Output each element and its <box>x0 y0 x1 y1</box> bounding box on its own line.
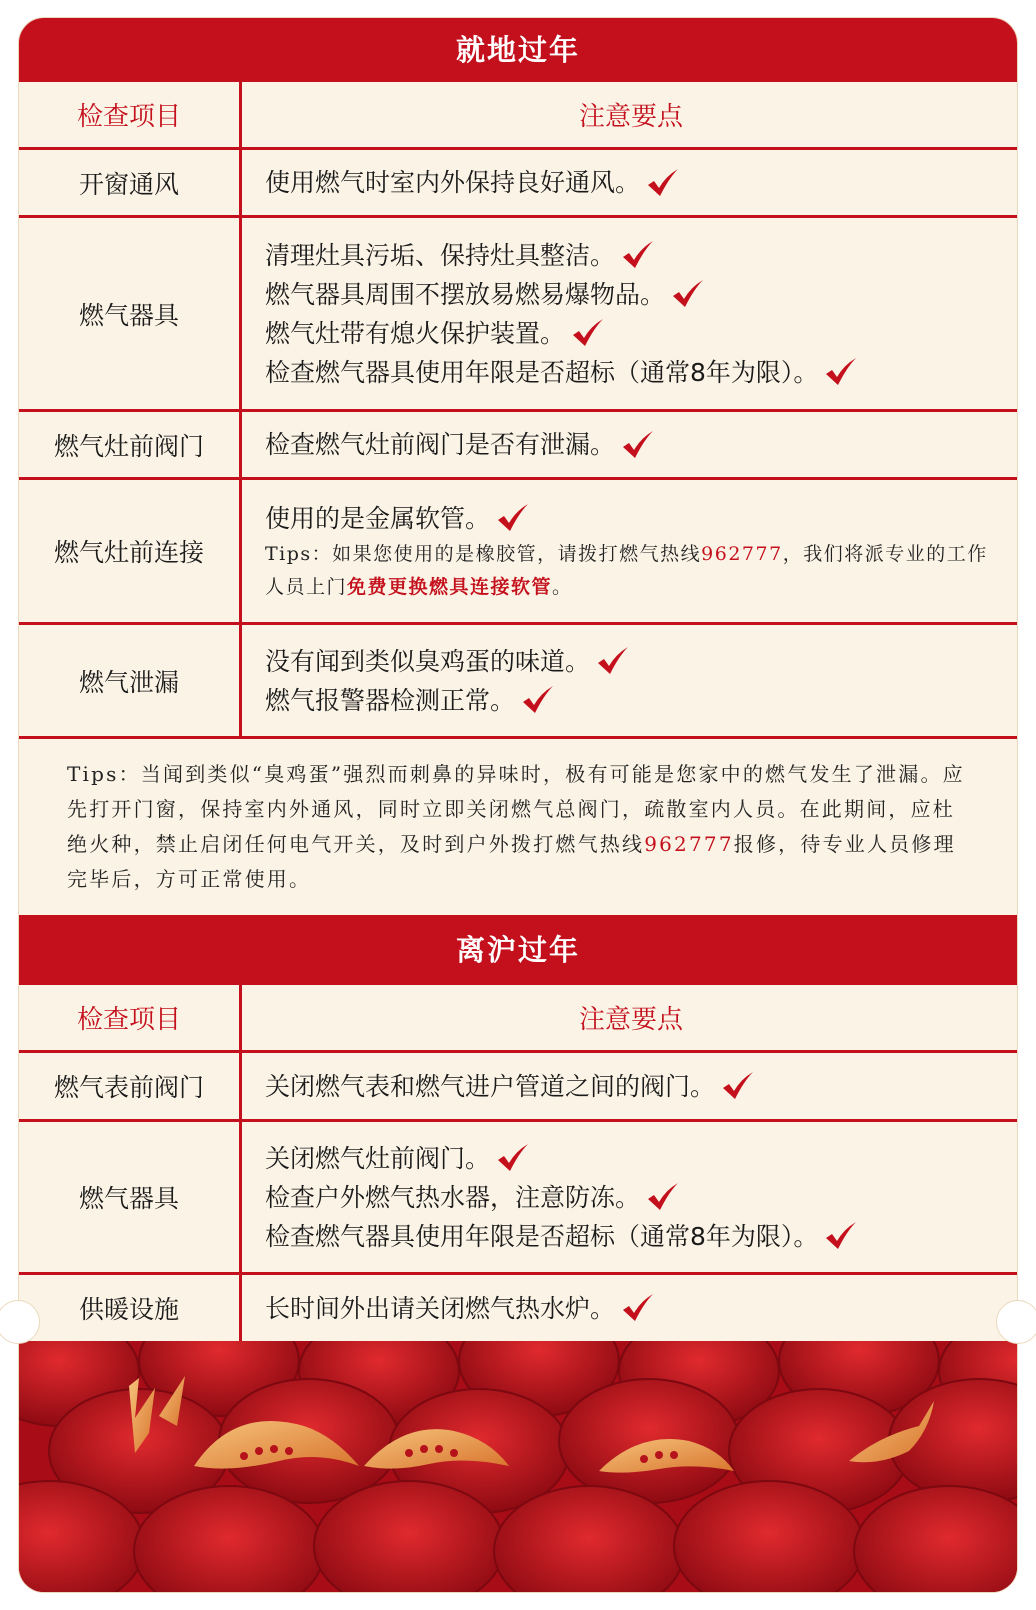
header-item: 检查项目 <box>19 82 242 147</box>
row-item: 燃气器具 <box>19 218 242 409</box>
point-text: 燃气报警器检测正常。 <box>265 685 516 715</box>
table-row <box>19 480 1017 625</box>
festive-footer <box>19 1341 1017 1593</box>
tips-text: Tips：当闻到类似“臭鸡蛋”强烈而刺鼻的异味时，极有可能是您家中的燃气发生了泄漏。应先打开门窗，保持室内外通风，同时立即关闭燃气总阀门，疏散室内人员。在此期间，应杜绝火种，禁止启闭任何电气开关，及时到户外拨打燃气热线 <box>67 762 965 856</box>
point-text: 关闭燃气表和燃气进户管道之间的阀门。 <box>265 1071 716 1101</box>
point-text: 检查燃气器具使用年限是否超标（通常8年为限）。 <box>265 1221 819 1251</box>
leak-tips <box>19 739 1017 915</box>
section2-title: 离沪过年 <box>455 933 580 967</box>
hotline-number: 962777 <box>701 542 783 565</box>
point-line <box>265 425 1017 464</box>
table-row <box>19 412 1017 480</box>
point-line <box>265 1067 1017 1106</box>
row-item: 开窗通风 <box>19 150 242 215</box>
point-text: 燃气灶带有熄火保护装置。 <box>265 318 566 348</box>
checkmark-icon <box>646 1182 680 1212</box>
point-line <box>265 1289 1017 1328</box>
point-text: 使用的是金属软管。 <box>265 503 491 533</box>
point-line <box>265 275 1017 314</box>
row-points <box>245 480 1017 622</box>
free-replacement-highlight: 免费更换燃具连接软管 <box>347 575 553 598</box>
row-points <box>245 150 1017 215</box>
point-text: 检查燃气灶前阀门是否有泄漏。 <box>265 430 616 459</box>
checkmark-icon <box>521 685 555 715</box>
checkmark-icon <box>646 168 680 198</box>
point-text: 使用燃气时室内外保持良好通风。 <box>265 168 641 197</box>
point-text: 清理灶具污垢、保持灶具整洁。 <box>265 240 616 270</box>
section2-banner <box>19 915 1017 985</box>
point-line <box>265 163 1017 202</box>
point-line <box>265 1139 1017 1178</box>
hose-tip <box>265 538 999 604</box>
point-line <box>265 1217 1017 1256</box>
section1-title: 就地过年 <box>455 33 580 67</box>
row-points <box>245 1053 1017 1119</box>
checkmark-icon <box>496 503 530 533</box>
row-points <box>245 218 1017 409</box>
checkmark-icon <box>824 357 858 387</box>
point-text: 检查户外燃气热水器，注意防冻。 <box>265 1182 641 1212</box>
safety-checklist-card <box>18 17 1018 1593</box>
row-points <box>245 412 1017 477</box>
checkmark-icon <box>596 646 630 676</box>
point-text: 燃气器具周围不摆放易燃易爆物品。 <box>265 279 666 309</box>
point-text: 检查燃气器具使用年限是否超标（通常8年为限）。 <box>265 357 819 387</box>
section1-banner <box>19 18 1017 82</box>
ticket-notch-right <box>996 1300 1036 1344</box>
row-points <box>245 1275 1017 1341</box>
point-line <box>265 1178 1017 1217</box>
checkmark-icon <box>621 240 655 270</box>
point-text: 关闭燃气灶前阀门。 <box>265 1143 491 1173</box>
point-line <box>265 681 1017 720</box>
tip-text: 。 <box>552 575 573 598</box>
section2-table <box>19 985 1017 1341</box>
row-item: 燃气灶前阀门 <box>19 412 242 477</box>
row-item: 燃气泄漏 <box>19 625 242 736</box>
point-line <box>265 314 1017 353</box>
row-item: 供暖设施 <box>19 1275 242 1341</box>
header-point: 注意要点 <box>578 1005 683 1035</box>
point-line <box>265 353 1017 392</box>
checkmark-icon <box>824 1221 858 1251</box>
checkmark-icon <box>571 318 605 348</box>
hotline-number: 962777 <box>644 832 734 856</box>
header-point: 注意要点 <box>578 102 683 132</box>
table-row <box>19 150 1017 218</box>
checkmark-icon <box>621 1293 655 1323</box>
table-row <box>19 1275 1017 1341</box>
section1-header-row <box>19 82 1017 150</box>
tip-text: ，我们将派专业的工作人员上门 <box>265 542 988 598</box>
row-points <box>245 625 1017 736</box>
table-row <box>19 1122 1017 1275</box>
checkmark-icon <box>721 1071 755 1101</box>
table-row <box>19 1053 1017 1122</box>
point-line <box>265 499 999 538</box>
tip-text: Tips：如果您使用的是橡胶管，请拨打燃气热线 <box>265 542 702 565</box>
checkmark-icon <box>621 430 655 460</box>
tips-text: 报修，待专业人员修理完毕后，方可正常使用。 <box>67 832 956 891</box>
header-item: 检查项目 <box>19 985 242 1050</box>
row-points <box>245 1122 1017 1272</box>
row-item: 燃气灶前连接 <box>19 480 242 622</box>
row-item: 燃气器具 <box>19 1122 242 1272</box>
table-row <box>19 625 1017 739</box>
point-line <box>265 642 1017 681</box>
row-item: 燃气表前阀门 <box>19 1053 242 1119</box>
point-text: 长时间外出请关闭燃气热水炉。 <box>265 1293 616 1323</box>
table-row <box>19 218 1017 412</box>
checkmark-icon <box>671 279 705 309</box>
checkmark-icon <box>496 1143 530 1173</box>
section2-header-row <box>19 985 1017 1053</box>
point-text: 没有闻到类似臭鸡蛋的味道。 <box>265 646 591 676</box>
point-line <box>265 236 1017 275</box>
lantern-dragon-illustration <box>19 1341 1017 1593</box>
section1-table <box>19 82 1017 737</box>
